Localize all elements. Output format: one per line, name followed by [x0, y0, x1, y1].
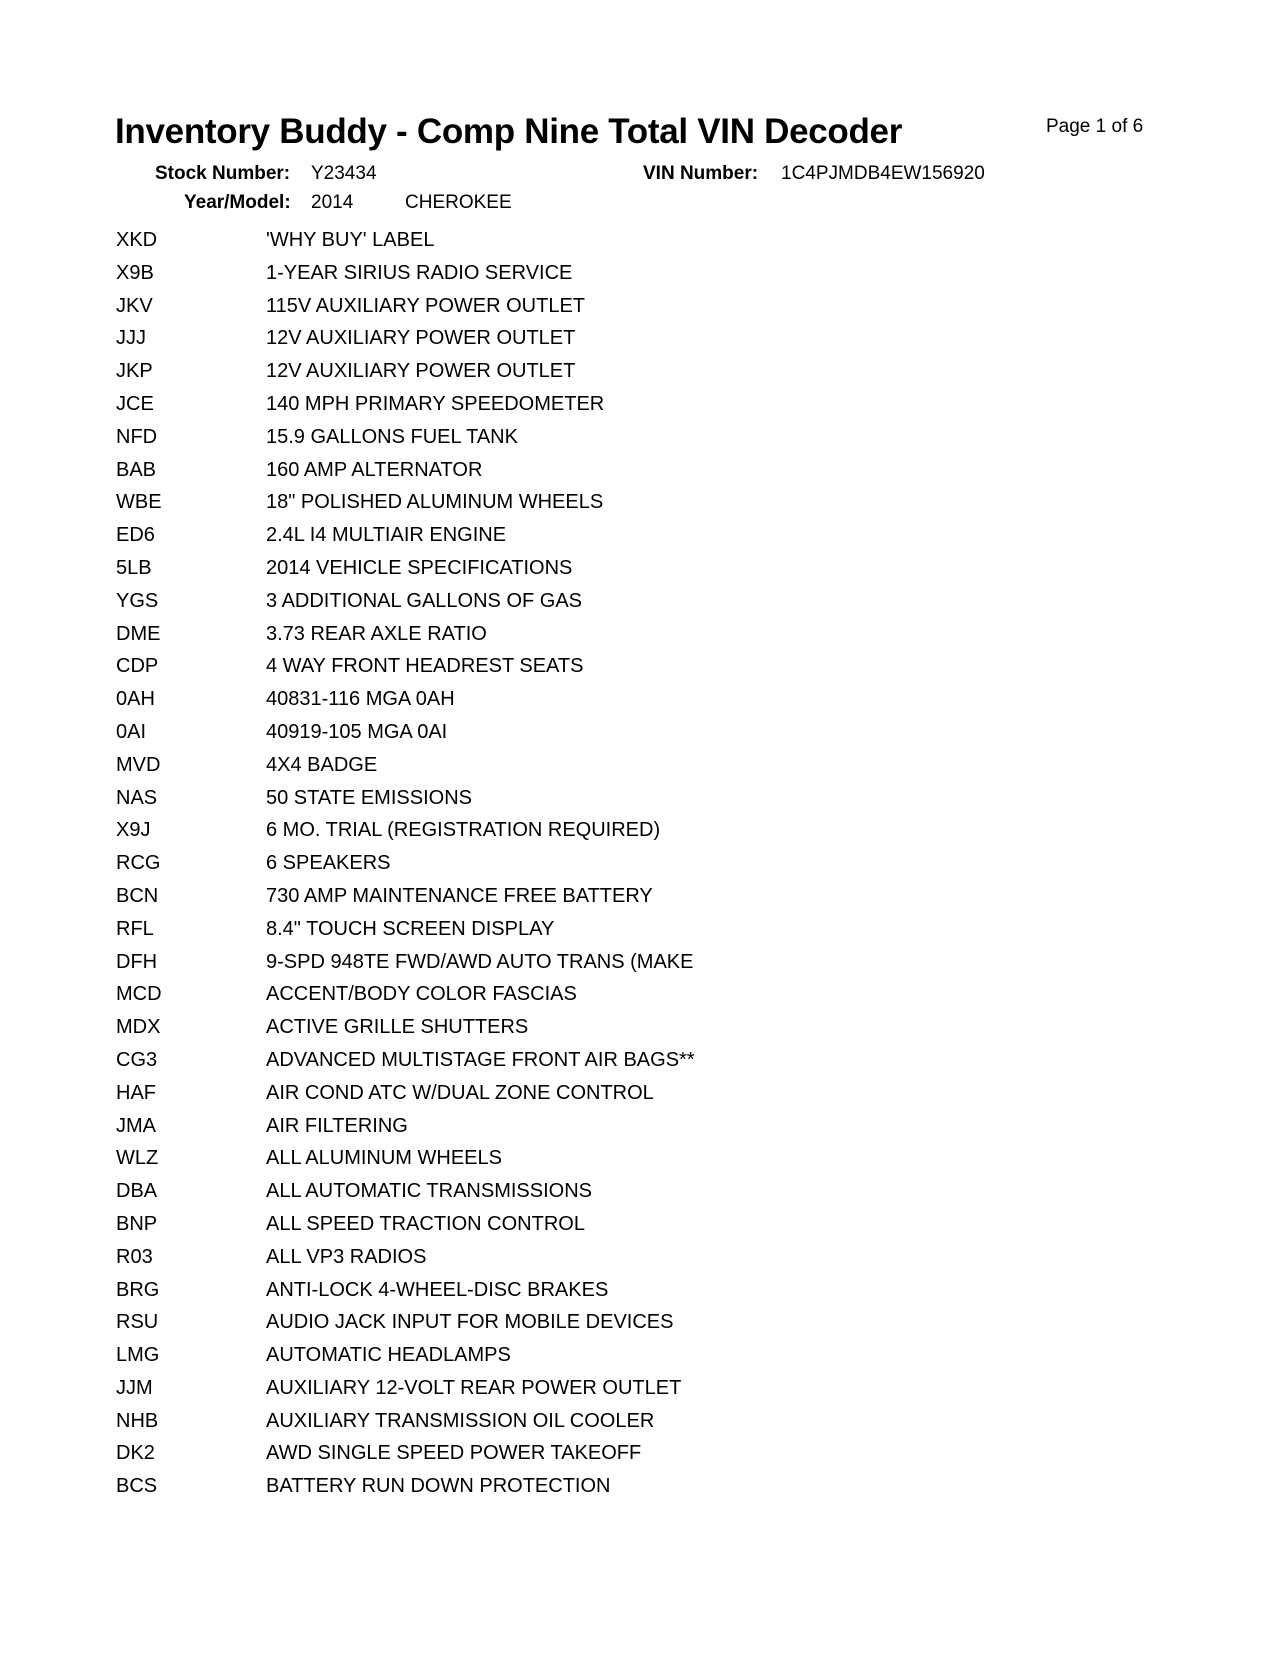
option-code: CG3 [116, 1048, 158, 1071]
list-item [116, 951, 695, 984]
option-description: ACCENT/BODY COLOR FASCIAS [266, 983, 577, 1006]
option-code: JJM [116, 1376, 153, 1399]
list-item [116, 1213, 695, 1246]
option-code: BNP [116, 1212, 158, 1235]
option-description: 140 MPH PRIMARY SPEEDOMETER [266, 392, 605, 415]
list-item [116, 524, 695, 557]
option-code: 5LB [116, 556, 152, 579]
option-description: 6 SPEAKERS [266, 852, 391, 875]
model-value: CHEROKEE [405, 192, 512, 213]
list-item [116, 1344, 695, 1377]
option-description: 4 WAY FRONT HEADREST SEATS [266, 655, 584, 678]
option-description: 18" POLISHED ALUMINUM WHEELS [266, 491, 604, 514]
option-code: JCE [116, 392, 154, 415]
option-code: HAF [116, 1081, 156, 1104]
year-model-label: Year/Model: [184, 192, 291, 213]
list-item [116, 491, 695, 524]
option-description: 12V AUXILIARY POWER OUTLET [266, 360, 576, 383]
option-code: RSU [116, 1311, 159, 1334]
year-value: 2014 [311, 192, 354, 213]
option-code: MCD [116, 983, 162, 1006]
list-item [116, 1442, 695, 1475]
option-description: AUXILIARY 12-VOLT REAR POWER OUTLET [266, 1376, 682, 1399]
option-code: LMG [116, 1344, 160, 1367]
option-code: WBE [116, 491, 162, 514]
list-item [116, 1049, 695, 1082]
option-code: DME [116, 622, 161, 645]
option-code: RFL [116, 917, 154, 940]
option-code: BAB [116, 458, 157, 481]
list-item [116, 1180, 695, 1213]
option-code: MDX [116, 1016, 161, 1039]
list-item [116, 1147, 695, 1180]
list-item [116, 393, 695, 426]
option-code: NAS [116, 786, 158, 809]
page-number: Page 1 of 6 [1046, 116, 1144, 137]
option-description: 115V AUXILIARY POWER OUTLET [266, 294, 586, 317]
option-description: 40831-116 MGA 0AH [266, 688, 455, 711]
option-code: 0AH [116, 688, 155, 711]
option-code: DFH [116, 950, 158, 973]
option-code: R03 [116, 1245, 153, 1268]
option-description: 'WHY BUY' LABEL [266, 229, 435, 251]
option-description: 9-SPD 948TE FWD/AWD AUTO TRANS (MAKE [266, 950, 694, 973]
option-description: AUXILIARY TRANSMISSION OIL COOLER [266, 1409, 655, 1432]
option-code: BCS [116, 1475, 158, 1498]
list-item [116, 229, 695, 262]
option-description: 8.4" TOUCH SCREEN DISPLAY [266, 917, 555, 940]
option-code: WLZ [116, 1147, 159, 1170]
page-title: Inventory Buddy - Comp Nine Total VIN Decoder [115, 112, 903, 151]
list-item [116, 1246, 695, 1279]
option-code: X9B [116, 261, 154, 284]
option-code: JKP [116, 360, 153, 383]
option-description: ALL VP3 RADIOS [266, 1245, 427, 1268]
option-description: 2.4L I4 MULTIAIR ENGINE [266, 524, 507, 547]
option-description: 15.9 GALLONS FUEL TANK [266, 425, 518, 448]
option-description: ACTIVE GRILLE SHUTTERS [266, 1016, 529, 1039]
list-item [116, 688, 695, 721]
option-description: AIR FILTERING [266, 1114, 408, 1137]
list-item [116, 1377, 695, 1410]
option-description: AWD SINGLE SPEED POWER TAKEOFF [266, 1442, 642, 1465]
option-description: 160 AMP ALTERNATOR [266, 458, 483, 481]
list-item [116, 655, 695, 688]
list-item [116, 819, 695, 852]
list-item [116, 360, 695, 393]
option-code: JKV [116, 294, 153, 317]
option-description: ALL SPEED TRACTION CONTROL [266, 1212, 585, 1235]
option-description: 12V AUXILIARY POWER OUTLET [266, 327, 576, 350]
option-description: ALL ALUMINUM WHEELS [266, 1147, 502, 1170]
option-description: AUDIO JACK INPUT FOR MOBILE DEVICES [266, 1311, 674, 1334]
list-item [116, 885, 695, 918]
option-code-list [116, 229, 695, 1508]
option-code: XKD [116, 229, 158, 251]
list-item [116, 295, 695, 328]
vin-number-label: VIN Number: [643, 163, 759, 184]
option-description: 40919-105 MGA 0AI [266, 720, 448, 743]
list-item [116, 1311, 695, 1344]
option-code: DBA [116, 1180, 158, 1203]
list-item [116, 1115, 695, 1148]
option-description: 50 STATE EMISSIONS [266, 786, 472, 809]
list-item [116, 1475, 695, 1508]
list-item [116, 1410, 695, 1443]
list-item [116, 852, 695, 885]
option-description: 6 MO. TRIAL (REGISTRATION REQUIRED) [266, 819, 661, 842]
option-code: NFD [116, 425, 158, 448]
option-code: YGS [116, 589, 159, 612]
list-item [116, 459, 695, 492]
list-item [116, 1082, 695, 1115]
option-description: AIR COND ATC W/DUAL ZONE CONTROL [266, 1081, 654, 1104]
option-description: 2014 VEHICLE SPECIFICATIONS [266, 556, 573, 579]
list-item [116, 557, 695, 590]
option-description: 3.73 REAR AXLE RATIO [266, 622, 487, 645]
option-description: 3 ADDITIONAL GALLONS OF GAS [266, 589, 583, 612]
list-item [116, 426, 695, 459]
option-description: 4X4 BADGE [266, 753, 378, 776]
list-item [116, 754, 695, 787]
list-item [116, 721, 695, 754]
option-code: NHB [116, 1409, 159, 1432]
vin-number-value: 1C4PJMDB4EW156920 [781, 163, 985, 184]
option-code: 0AI [116, 720, 147, 743]
option-code: JJJ [116, 327, 146, 350]
stock-number-label: Stock Number: [155, 163, 291, 184]
option-code: DK2 [116, 1442, 155, 1465]
option-code: CDP [116, 655, 159, 678]
option-code: X9J [116, 819, 151, 842]
list-item [116, 983, 695, 1016]
option-description: AUTOMATIC HEADLAMPS [266, 1344, 511, 1367]
option-code: RCG [116, 852, 161, 875]
option-description: ALL AUTOMATIC TRANSMISSIONS [266, 1180, 592, 1203]
option-description: 730 AMP MAINTENANCE FREE BATTERY [266, 884, 653, 907]
list-item [116, 1016, 695, 1049]
list-item [116, 262, 695, 295]
option-code: JMA [116, 1114, 156, 1137]
list-item [116, 623, 695, 656]
option-description: ANTI-LOCK 4-WHEEL-DISC BRAKES [266, 1278, 609, 1301]
option-code: BRG [116, 1278, 160, 1301]
option-code: BCN [116, 884, 159, 907]
list-item [116, 327, 695, 360]
option-code: ED6 [116, 524, 155, 547]
list-item [116, 918, 695, 951]
option-description: 1-YEAR SIRIUS RADIO SERVICE [266, 261, 573, 284]
list-item [116, 787, 695, 820]
list-item [116, 590, 695, 623]
option-description: ADVANCED MULTISTAGE FRONT AIR BAGS** [266, 1048, 695, 1071]
option-code: MVD [116, 753, 161, 776]
list-item [116, 1279, 695, 1312]
stock-number-value: Y23434 [311, 163, 377, 184]
option-description: BATTERY RUN DOWN PROTECTION [266, 1475, 611, 1498]
